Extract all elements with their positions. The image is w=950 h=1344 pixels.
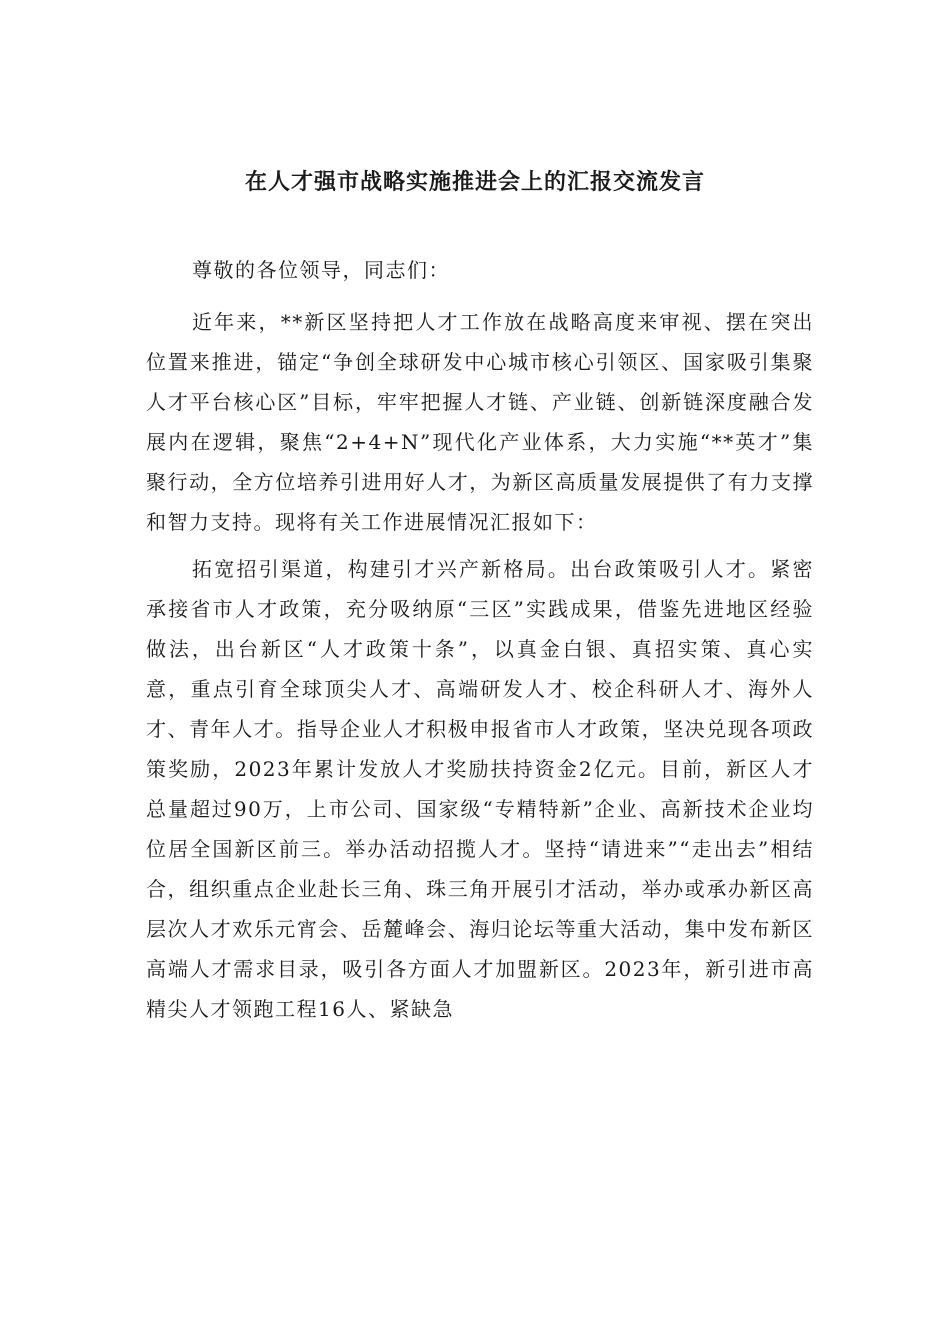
document-title: 在人才强市战略实施推进会上的汇报交流发言 bbox=[244, 169, 705, 195]
greeting-paragraph: 尊敬的各位领导，同志们： bbox=[192, 258, 450, 282]
body-paragraph-talent-recruitment: 拓宽招引渠道，构建引才兴产新格局。出台政策吸引人才。紧密承接省市人才政策，充分吸纳原“三区”实践成果，借鉴先进地区经验做法，出台新区“人才政策十条”，以真金白银、真招实策、真心实意，重点引育全球顶尖人才、高端研发人才、校企科研人才、海外人才、青年人才。指导企业人才积极申报省市人才政策，坚决兑现各项政策奖励，2023年累计发放人才奖励扶持资金2亿元。目前，新区人才总量超过90万，上市公司、国家级“专精特新”企业、高新技术企业均位居全国新区前三。举办活动招揽人才。坚持“请进来”“走出去”相结合，组织重点企业赴长三角、珠三角开展引才活动，举办或承办新区高层次人才欢乐元宵会、岳麓峰会、海归论坛等重大活动，集中发布新区高端人才需求目录，吸引各方面人才加盟新区。2023年，新引进市高精尖人才领跑工程16人、紧缺急 bbox=[146, 557, 814, 1021]
document-body bbox=[146, 250, 814, 1036]
body-paragraph-intro: 近年来，**新区坚持把人才工作放在战略高度来审视、摆在突出位置来推进，锚定“争创全球研发中心城市核心引领区、国家吸引集聚人才平台核心区”目标，牢牢把握人才链、产业链、创新链深度融合发展内在逻辑，聚焦“2+4+N”现代化产业体系，大力实施“**英才”集聚行动，全方位培养引进用好人才，为新区高质量发展提供了有力支撑和智力支持。现将有关工作进展情况汇报如下： bbox=[146, 310, 814, 534]
